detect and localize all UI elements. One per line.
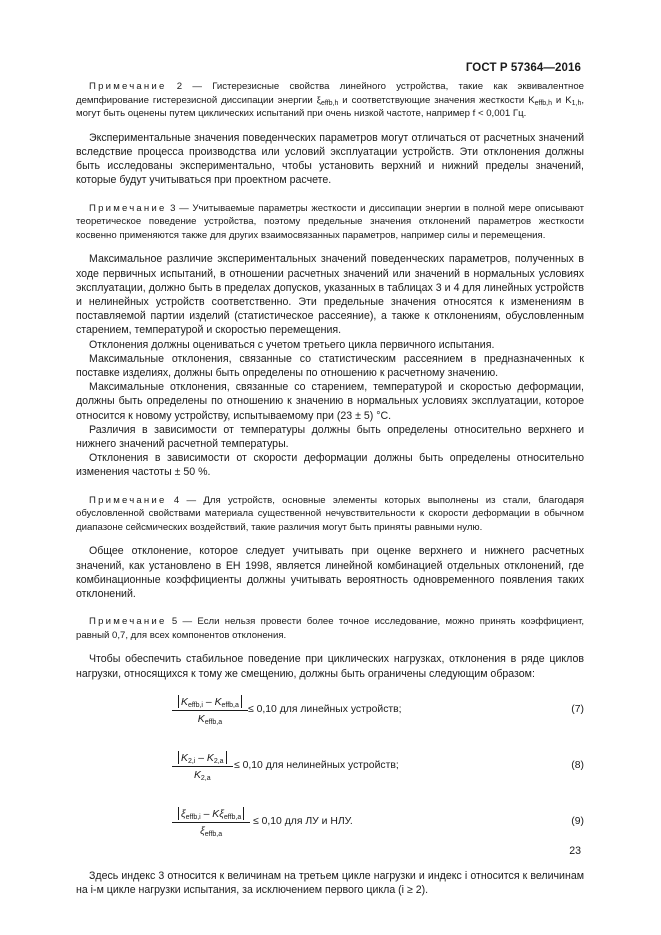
paragraph-index-explanation: Здесь индекс 3 относится к величинам на третьем цикле нагрузки и индекс i относится к величинам на i-м цикле нагрузки испытания, за исключением первого цикла (i ≥ 2). [76, 869, 584, 897]
formula-9 [76, 807, 584, 855]
paragraph-aging-deviation: Максимальные отклонения, связанные со старением, температурой и скоростью деформации, должны быть определены по отношению к значению в нормальных условиях эксплуатации, которое относится к новому устройству, испытываемому при (23 ± 5) °С. [76, 381, 584, 422]
document-body [76, 80, 584, 897]
formula-8-denominator: $K_{2,a}$ [193, 769, 211, 782]
formula-9-denominator: $\xi_{effb,a}$ [200, 825, 223, 838]
formula-8-numerator: $K_{2,i} - K_{2,a}$ [172, 751, 233, 767]
paragraph-temperature: Различия в зависимости от температуры должны быть определены относительно верхнего и нижнего значений расчетной температуры. [76, 423, 584, 451]
formula-7-numerator: $K_{effb,i} - K_{effb,a}$ [172, 695, 248, 711]
page-number: 23 [569, 845, 581, 857]
paragraph-cyclic-loads: Чтобы обеспечить стабильное поведение при циклических нагрузках, отклонения в ряде циклов нагрузки, относящихся к тому же смещению, должны быть ограничены следующим образом: [76, 653, 584, 680]
paragraph-statistical-deviation: Максимальные отклонения, связанные со статистическим рассеянием в предназначенных к поставке изделиях, должны быть определены по отношению к расчетному значению. [76, 352, 584, 379]
formula-9-number: (9) [571, 815, 584, 827]
paragraph-total-deviation: Общее отклонение, которое следует учитывать при оценке верхнего и нижнего расчетных значений, как установлено в ЕН 1998, является линейной комбинацией отдельных отклонений, где комбинационные коэффициенты должны учитывать вероятность одновременного появления таких отклонений. [76, 545, 584, 601]
formula-8-condition: ≤ 0,10 для нелинейных устройств; [234, 759, 399, 771]
formula-8-number: (8) [571, 759, 584, 771]
paragraph-deformation-rate: Отклонения в зависимости от скорости деформации должны быть определены относительно изменения частоты ± 50 %. [76, 452, 584, 479]
formula-7 [76, 695, 584, 743]
formula-7-denominator: $K_{effb,a}$ [197, 713, 223, 726]
paragraph-third-cycle: Отклонения должны оцениваться с учетом третьего цикла первичного испытания. [89, 338, 495, 351]
formula-7-number: (7) [571, 703, 584, 715]
formula-8 [76, 751, 584, 799]
formula-9-fraction [172, 807, 250, 837]
formula-7-condition: ≤ 0,10 для линейных устройств; [248, 703, 402, 715]
formula-9-condition: ≤ 0,10 для ЛУ и НЛУ. [253, 815, 353, 827]
note-4: Примечание 4 — Для устройств, основные элементы которых выполнены из стали, благодаря обусловленной свойствами материала существенной нечувствительности к скорости деформации в обычном диапазоне сейсмических воздействий, такие различия могут быть приняты равными нулю. [76, 494, 584, 533]
formula-8-fraction [172, 751, 233, 781]
paragraph-max-difference: Максимальное различие экспериментальных значений поведенческих параметров, полученных в ходе первичных испытаний, в отношении расчетных значений или значений в нормальных условиях эксплуатации, должно быть в пределах допусков, указанных в таблицах 3 и 4 для линейных устройств и нелинейных устройств соответственно. Эти предельные значения относятся к изменениям в поставляемой партии изделий (статистическое рассеяние), а также к отклонениям, обусловленным старением, температурой и скоростью перемещения. [76, 253, 584, 337]
note-5: Примечание 5 — Если нельзя провести более точное исследование, можно принять коэффициент, равный 0,7, для всех компонентов отклонения. [76, 616, 584, 641]
paragraph-experimental-values: Экспериментальные значения поведенческих параметров могут отличаться от расчетных значений вследствие процесса производства или условий эксплуатации устройств. Эти отклонения должны быть исследованы экспериментально, чтобы установить верхний и нижний пределы значений, которые будут учитываться при проектном расчете. [76, 131, 584, 187]
document-header: ГОСТ Р 57364—2016 [465, 62, 581, 74]
formula-7-fraction [172, 695, 248, 725]
note-3: Примечание 3 — Учитываемые параметры жесткости и диссипации энергии в полной мере описывают теоретическое поведение устройства, поэтому предельные значения отклонений параметров жесткости косвенно применяются также для других взаимосвязанных параметров, например силы и перемещения. [76, 202, 584, 241]
note-2: Примечание 2 — Гистерезисные свойства линейного устройства, такие как эквивалентное демпфирование гистерезисной диссипации энергии $\xi_{effb,h}$ и соответствующие значения жесткости $K_{effb,h}$ и $K_{1,h}$, могут быть оценены путем циклических испытаний при очень низкой частоте, например f < 0,001 Гц. [76, 81, 585, 120]
formula-9-numerator: $\xi_{effb,i} - K\xi_{effb,a}$ [172, 807, 250, 823]
